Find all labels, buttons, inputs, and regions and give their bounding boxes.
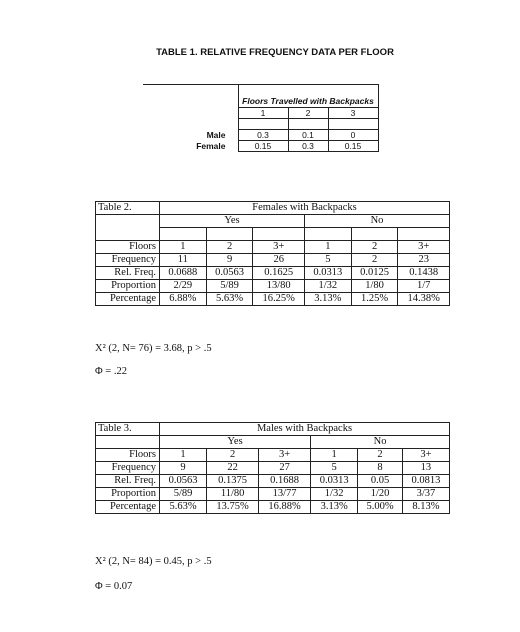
table1-row bbox=[143, 141, 378, 152]
table1-header: Floors Travelled with Backpacks bbox=[238, 85, 378, 108]
table2-row-proportion: Proportion 2/29 5/89 13/80 1/32 1/80 1/7 bbox=[96, 280, 450, 293]
table2 bbox=[95, 201, 450, 306]
table3-caption: Table 3. bbox=[96, 423, 160, 436]
table1-floor: 1 bbox=[238, 108, 288, 119]
table2-row-floors: Floors 1 2 3+ 1 2 3+ bbox=[96, 241, 450, 254]
table3-row-proportion: Proportion 5/89 11/80 13/77 1/32 1/20 3/37 bbox=[96, 488, 450, 501]
table2-row-rel-freq: Rel. Freq. 0.0688 0.0563 0.1625 0.0313 0.0125 0.1438 bbox=[96, 267, 450, 280]
table1-cell: 0.15 bbox=[328, 141, 378, 152]
table3-row-frequency: Frequency 9 22 27 5 8 13 bbox=[96, 462, 450, 475]
table3 bbox=[95, 422, 450, 514]
table1-cell: 0.3 bbox=[288, 141, 328, 152]
table2-group-header: Females with Backpacks bbox=[160, 202, 450, 215]
table3-row-percentage: Percentage 5.63% 13.75% 16.88% 3.13% 5.00% 8.13% bbox=[96, 501, 450, 514]
table1-cell: 0.3 bbox=[238, 130, 288, 141]
table1-cell: 0 bbox=[328, 130, 378, 141]
table2-no-header: No bbox=[304, 215, 449, 228]
table1-row-label: Female bbox=[196, 141, 226, 151]
table2-phi: Φ = .22 bbox=[95, 366, 127, 377]
table1-floor: 3 bbox=[328, 108, 378, 119]
table2-chi-square: X² (2, N= 76) = 3.68, p > .5 bbox=[95, 343, 212, 354]
table2-yes-header: Yes bbox=[160, 215, 305, 228]
table1-row bbox=[143, 130, 378, 141]
table1-floor: 2 bbox=[288, 108, 328, 119]
table3-no-header: No bbox=[311, 436, 450, 449]
table2-row-frequency: Frequency 11 9 26 5 2 23 bbox=[96, 254, 450, 267]
table1-row-label: Male bbox=[206, 130, 226, 140]
table1-cell: 0.1 bbox=[288, 130, 328, 141]
table3-row-floors: Floors 1 2 3+ 1 2 3+ bbox=[96, 449, 450, 462]
table1-cell: 0.15 bbox=[238, 141, 288, 152]
table3-yes-header: Yes bbox=[160, 436, 311, 449]
table1 bbox=[143, 84, 379, 152]
table3-row-rel-freq: Rel. Freq. 0.0563 0.1375 0.1688 0.0313 0.05 0.0813 bbox=[96, 475, 450, 488]
table3-group-header: Males with Backpacks bbox=[160, 423, 450, 436]
table2-row-percentage: Percentage 6.88% 5.63% 16.25% 3.13% 1.25% 14.38% bbox=[96, 293, 450, 306]
table3-phi: Φ = 0.07 bbox=[95, 581, 133, 592]
table1-title: TABLE 1. RELATIVE FREQUENCY DATA PER FLOOR bbox=[156, 47, 394, 58]
table3-chi-square: X² (2, N= 84) = 0.45, p > .5 bbox=[95, 556, 212, 567]
table2-caption: Table 2. bbox=[96, 202, 160, 215]
